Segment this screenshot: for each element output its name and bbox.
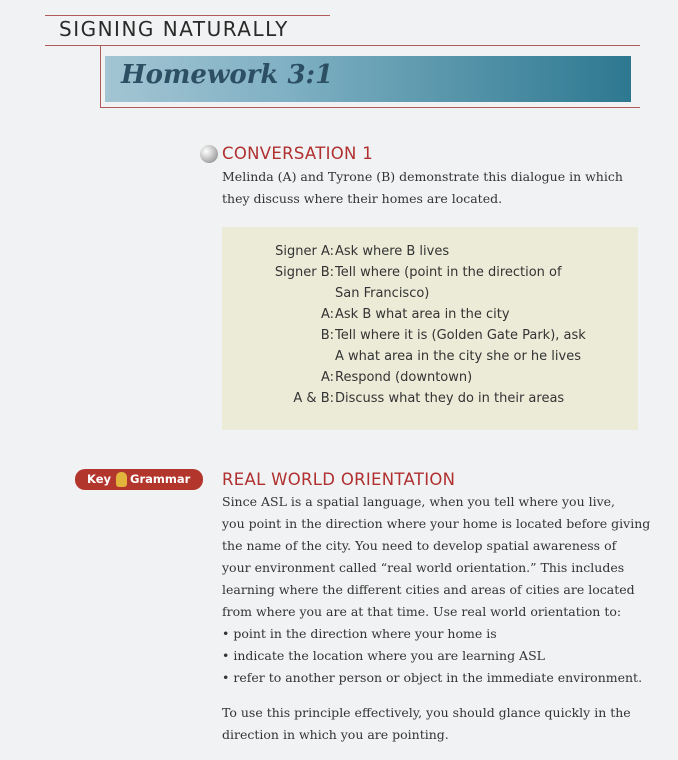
closing-paragraph	[222, 702, 642, 746]
top-rule	[45, 15, 330, 16]
dialogue-row	[222, 307, 638, 328]
dialogue-text: Tell where (point in the direction of	[335, 265, 562, 280]
dialogue-text: Ask B what area in the city	[335, 307, 510, 322]
dialogue-text: Tell where it is (Golden Gate Park), ask	[335, 328, 586, 343]
conversation-heading: CONVERSATION 1	[222, 144, 374, 163]
dialogue-row	[222, 265, 638, 286]
dialogue-text: Respond (downtown)	[335, 370, 473, 385]
intro-line: Melinda (A) and Tyrone (B) demonstrate this dialogue in which	[222, 169, 623, 184]
conversation-intro	[222, 166, 642, 210]
dialogue-speaker: A:	[320, 307, 334, 322]
title-rule	[45, 45, 640, 46]
badge-grammar-label: Grammar	[130, 472, 191, 486]
real-world-orientation-heading: REAL WORLD ORIENTATION	[222, 470, 456, 489]
body-line: Since ASL is a spatial language, when you tell where you live,	[222, 494, 616, 509]
key-grammar-badge	[75, 469, 203, 490]
banner-rule	[100, 107, 640, 108]
bullet-item: • refer to another person or object in the immediate environment.	[222, 667, 642, 689]
dialogue-row	[222, 328, 638, 349]
body-line: the name of the city. You need to develop spatial awareness of	[222, 538, 617, 553]
closing-line: To use this principle effectively, you should glance quickly in the	[222, 705, 631, 720]
dialogue-speaker: A & B:	[293, 391, 334, 406]
dialogue-speaker: Signer A:	[275, 244, 334, 259]
homework-banner	[105, 56, 631, 102]
bullet-item: • point in the direction where your home is	[222, 623, 642, 645]
homework-title: Homework 3:1	[121, 60, 334, 90]
body-line: learning where the different cities and areas of cities are located	[222, 582, 635, 597]
body-line: you point in the direction where your home is located before giving	[222, 516, 651, 531]
intro-line: they discuss where their homes are located.	[222, 191, 503, 206]
dialogue-row	[222, 244, 638, 265]
dialogue-text: Ask where B lives	[335, 244, 450, 259]
dialogue-row	[222, 286, 638, 307]
disc-icon	[200, 145, 218, 163]
dialogue-row	[222, 391, 638, 412]
dialogue-speaker: A:	[320, 370, 334, 385]
dialogue-speaker: Signer B:	[274, 265, 334, 280]
grammar-body	[222, 491, 651, 689]
dialogue-text: A what area in the city she or he lives	[335, 349, 581, 364]
body-line: your environment called “real world orientation.” This includes	[222, 560, 625, 575]
key-icon	[116, 472, 127, 487]
badge-key-label: Key	[87, 472, 112, 486]
dialogue-text: San Francisco)	[335, 286, 430, 301]
body-line: from where you are at that time. Use real world orientation to:	[222, 604, 622, 619]
dialogue-row	[222, 370, 638, 391]
dialogue-speaker: B:	[320, 328, 334, 343]
dialogue-row	[222, 349, 638, 370]
bullet-item: • indicate the location where you are learning ASL	[222, 645, 642, 667]
dialogue-text: Discuss what they do in their areas	[335, 391, 565, 406]
vertical-rule	[100, 45, 101, 107]
closing-line: direction in which you are pointing.	[222, 727, 449, 742]
book-title: SIGNING NATURALLY	[59, 17, 289, 41]
dialogue-box	[222, 227, 638, 430]
